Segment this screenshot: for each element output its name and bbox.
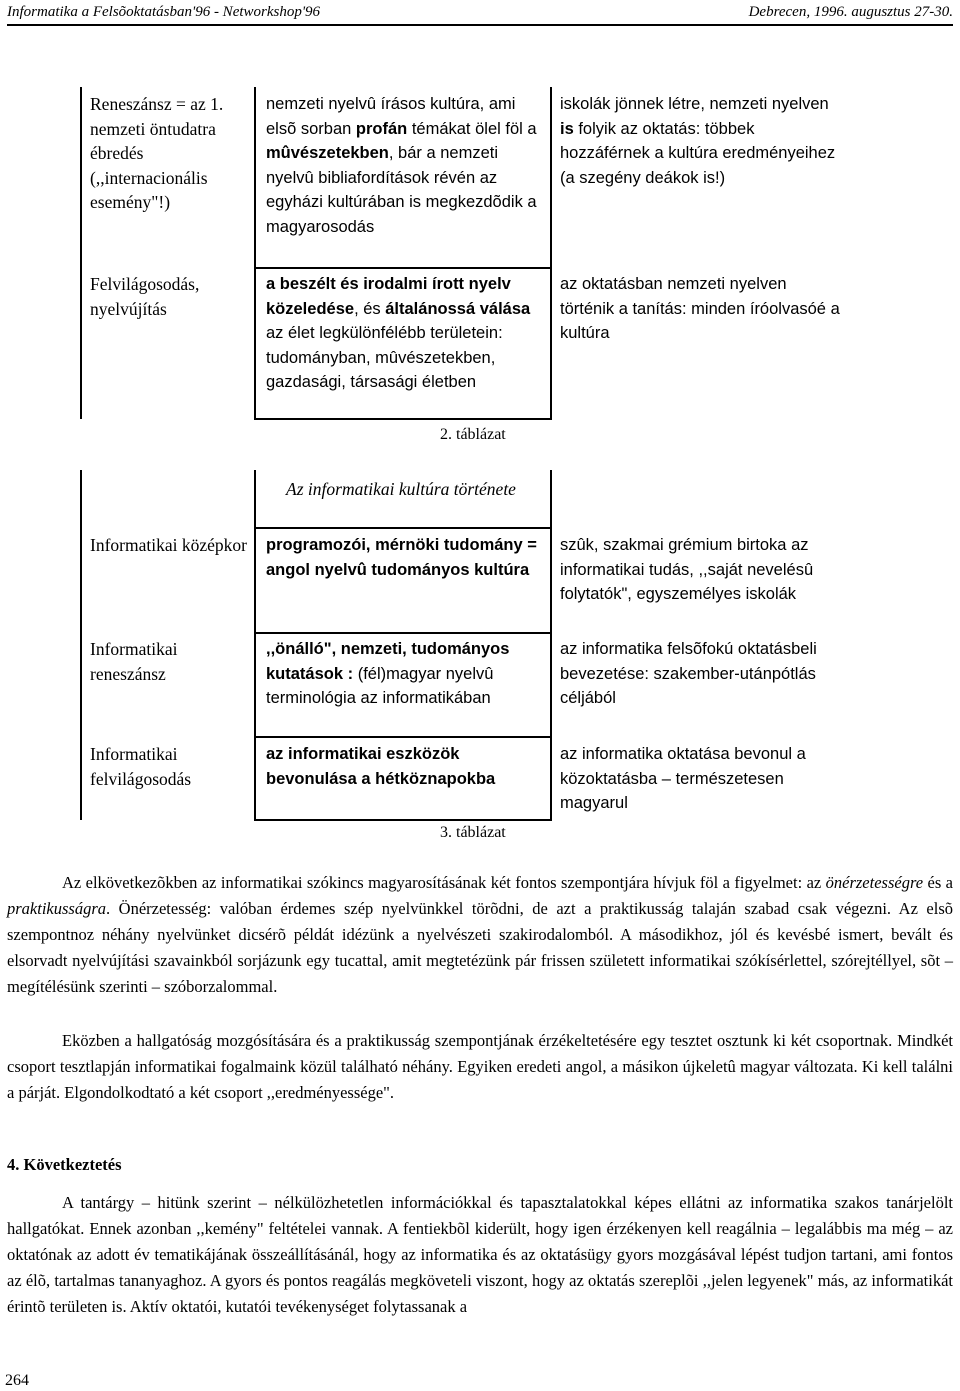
paragraph-1: Az elkövetkezõkben az informatikai szókincs magyarosításának két fontos szempontjára hívjuk föl a figyelmet: az önérzetességre és a praktikusságra. Önérzetesség: valóban érdemes szép nyelvünkkel törõdni, de azt a praktikusság talaján szabad csak végezni. Az elsõ szempontnoz néhány nyelvünket dicsérõ példát idézünk a nyelvészeti szakirodalomból. A másodikhoz, jól és kevésbé ismert, bevált és elsorvadt nyelvújítási szavainkból sorjázunk egy tucattal, amit megtetézünk pár frissen született informatikai szókísérlettel, szórejtéllyel, sõt – megítélésünk szerinti – szóborzalommal. bbox=[7, 873, 953, 996]
table-2-col-divider-1 bbox=[254, 87, 256, 419]
table-2-row-2-period: Felvilágosodás, nyelvújítás bbox=[90, 274, 200, 319]
table-3-title-divider bbox=[254, 527, 552, 529]
table-3-col-divider-1 bbox=[254, 470, 256, 820]
table-3-title: Az informatikai kultúra története bbox=[286, 479, 516, 499]
culture-text-1a: nemzeti nyelvû bbox=[266, 95, 377, 113]
table-2-row-1-period: Reneszánsz = az 1. nemzeti öntudatra ébredés (,,internacionális esemény"!) bbox=[90, 94, 224, 212]
table-3-row-3-education: az informatika oktatása bevonul a közoktatásba – természetesen magyarul bbox=[560, 745, 806, 812]
table-3-row-2-education: az informatika felsõfokú oktatásbeli bevezetése: szakember-utánpótlás céljából bbox=[560, 640, 817, 707]
paragraph-3: A tantárgy – hitünk szerint – nélkülözhetetlen információkkal és tapasztalatokkal képes ellátni az informatika szakos tanárjelölt hallgatókat. Ennek azonban ,,kemény" feltételei vannak. A fentiekbõl kiderült, hogy igen érzékenyen kell reagálnia – legalábbis ma még – az oktatónak az adott év tematikájának összeállításánál, hogy az informatika és az oktatásügy gyors mozgásával lépést tudjon tartani, ami fontos az élõ, tartalmas tananyaghoz. A gyors és pontos reagálás megköveteli viszont, hogy az oktatás szereplõi ,,jelen legyenek" más, az informatikát érintõ területen is. Aktív oktatói, kutatói tevékenységet folytassanak a bbox=[7, 1193, 953, 1316]
page-number: 264 bbox=[5, 1372, 29, 1389]
table-3-col-divider-2 bbox=[550, 470, 552, 820]
table-3-row-divider-1 bbox=[254, 632, 552, 634]
table-2-row-1-education: iskolák jönnek létre, nemzeti nyelven is folyik az oktatás: többek hozzáférnek a kultúra eredményeihez (a szegény deákok is!) bbox=[560, 95, 836, 187]
table-3-row-3-culture: az informatikai eszközök bevonulása a hétköznapokba bbox=[266, 745, 496, 788]
header-conference: Informatika a Felsõoktatásban'96 - Networkshop'96 bbox=[7, 4, 321, 20]
table-3-row-divider-2 bbox=[254, 736, 552, 738]
table-2-caption: 2. táblázat bbox=[440, 426, 506, 443]
running-header bbox=[7, 2, 953, 26]
header-location-date: Debrecen, 1996. augusztus 27-30. bbox=[748, 4, 953, 20]
table-3-row-2-culture: ,,önálló", nemzeti, tudományos kutatások : (fél)magyar nyelvû terminológia az informatikában bbox=[266, 640, 510, 707]
table-2-row-divider bbox=[254, 267, 552, 269]
table-2-row-1-culture: nemzeti nyelvû írásos kultúra, ami elsõ sorban profán témákat ölel föl a mûvészetekben, bár a nemzeti nyelvû bibliafordítások révén az egyházi kultúrában is megkezdõdik a magyarosodás bbox=[266, 95, 537, 236]
table-3-row-1-education: szûk, szakmai grémium birtoka az informatikai tudás, ,,saját nevelésû folytatók", egyszemélyes iskolák bbox=[560, 536, 814, 603]
table-3-caption: 3. táblázat bbox=[440, 824, 506, 841]
table-2-left-border bbox=[80, 87, 82, 419]
table-2-row-2-culture: a beszélt és irodalmi írott nyelv közeledése, és általánossá válása az élet legkülönfélébb területein: tudományban, mûvészetekben, gazdasági, társasági életben bbox=[266, 275, 531, 391]
table-3-row-3-period: Informatikai felvilágosodás bbox=[90, 744, 192, 789]
section-heading: 4. Következtetés bbox=[7, 1155, 122, 1174]
table-3-bottom-border bbox=[254, 819, 552, 821]
table-3-row-1-culture: programozói, mérnöki tudomány = angol nyelvû tudományos kultúra bbox=[266, 536, 537, 579]
table-2-row-2-education: az oktatásban nemzeti nyelven történik a tanítás: minden íróolvasóé a kultúra bbox=[560, 275, 840, 342]
paragraph-2: Eközben a hallgatóság mozgósítására és a praktikusság szempontjának érzékeltetésére egy tesztet osztunk ki két csoportnak. Mindkét csoport tesztlapján informatikai fogalmaink közül található néhány. Egyiken eredeti angol, a másikon újkeletû magyar változata. Ki kell találni a párját. Elgondolkodtató a két csoport ,,eredményessége". bbox=[7, 1031, 953, 1102]
table-2-bottom-border bbox=[254, 418, 552, 420]
table-3-row-1-period: Informatikai középkor bbox=[90, 535, 247, 555]
table-2-col-divider-2 bbox=[550, 87, 552, 419]
table-3-row-2-period: Informatikai reneszánsz bbox=[90, 639, 178, 684]
table-3-left-border bbox=[80, 470, 82, 820]
